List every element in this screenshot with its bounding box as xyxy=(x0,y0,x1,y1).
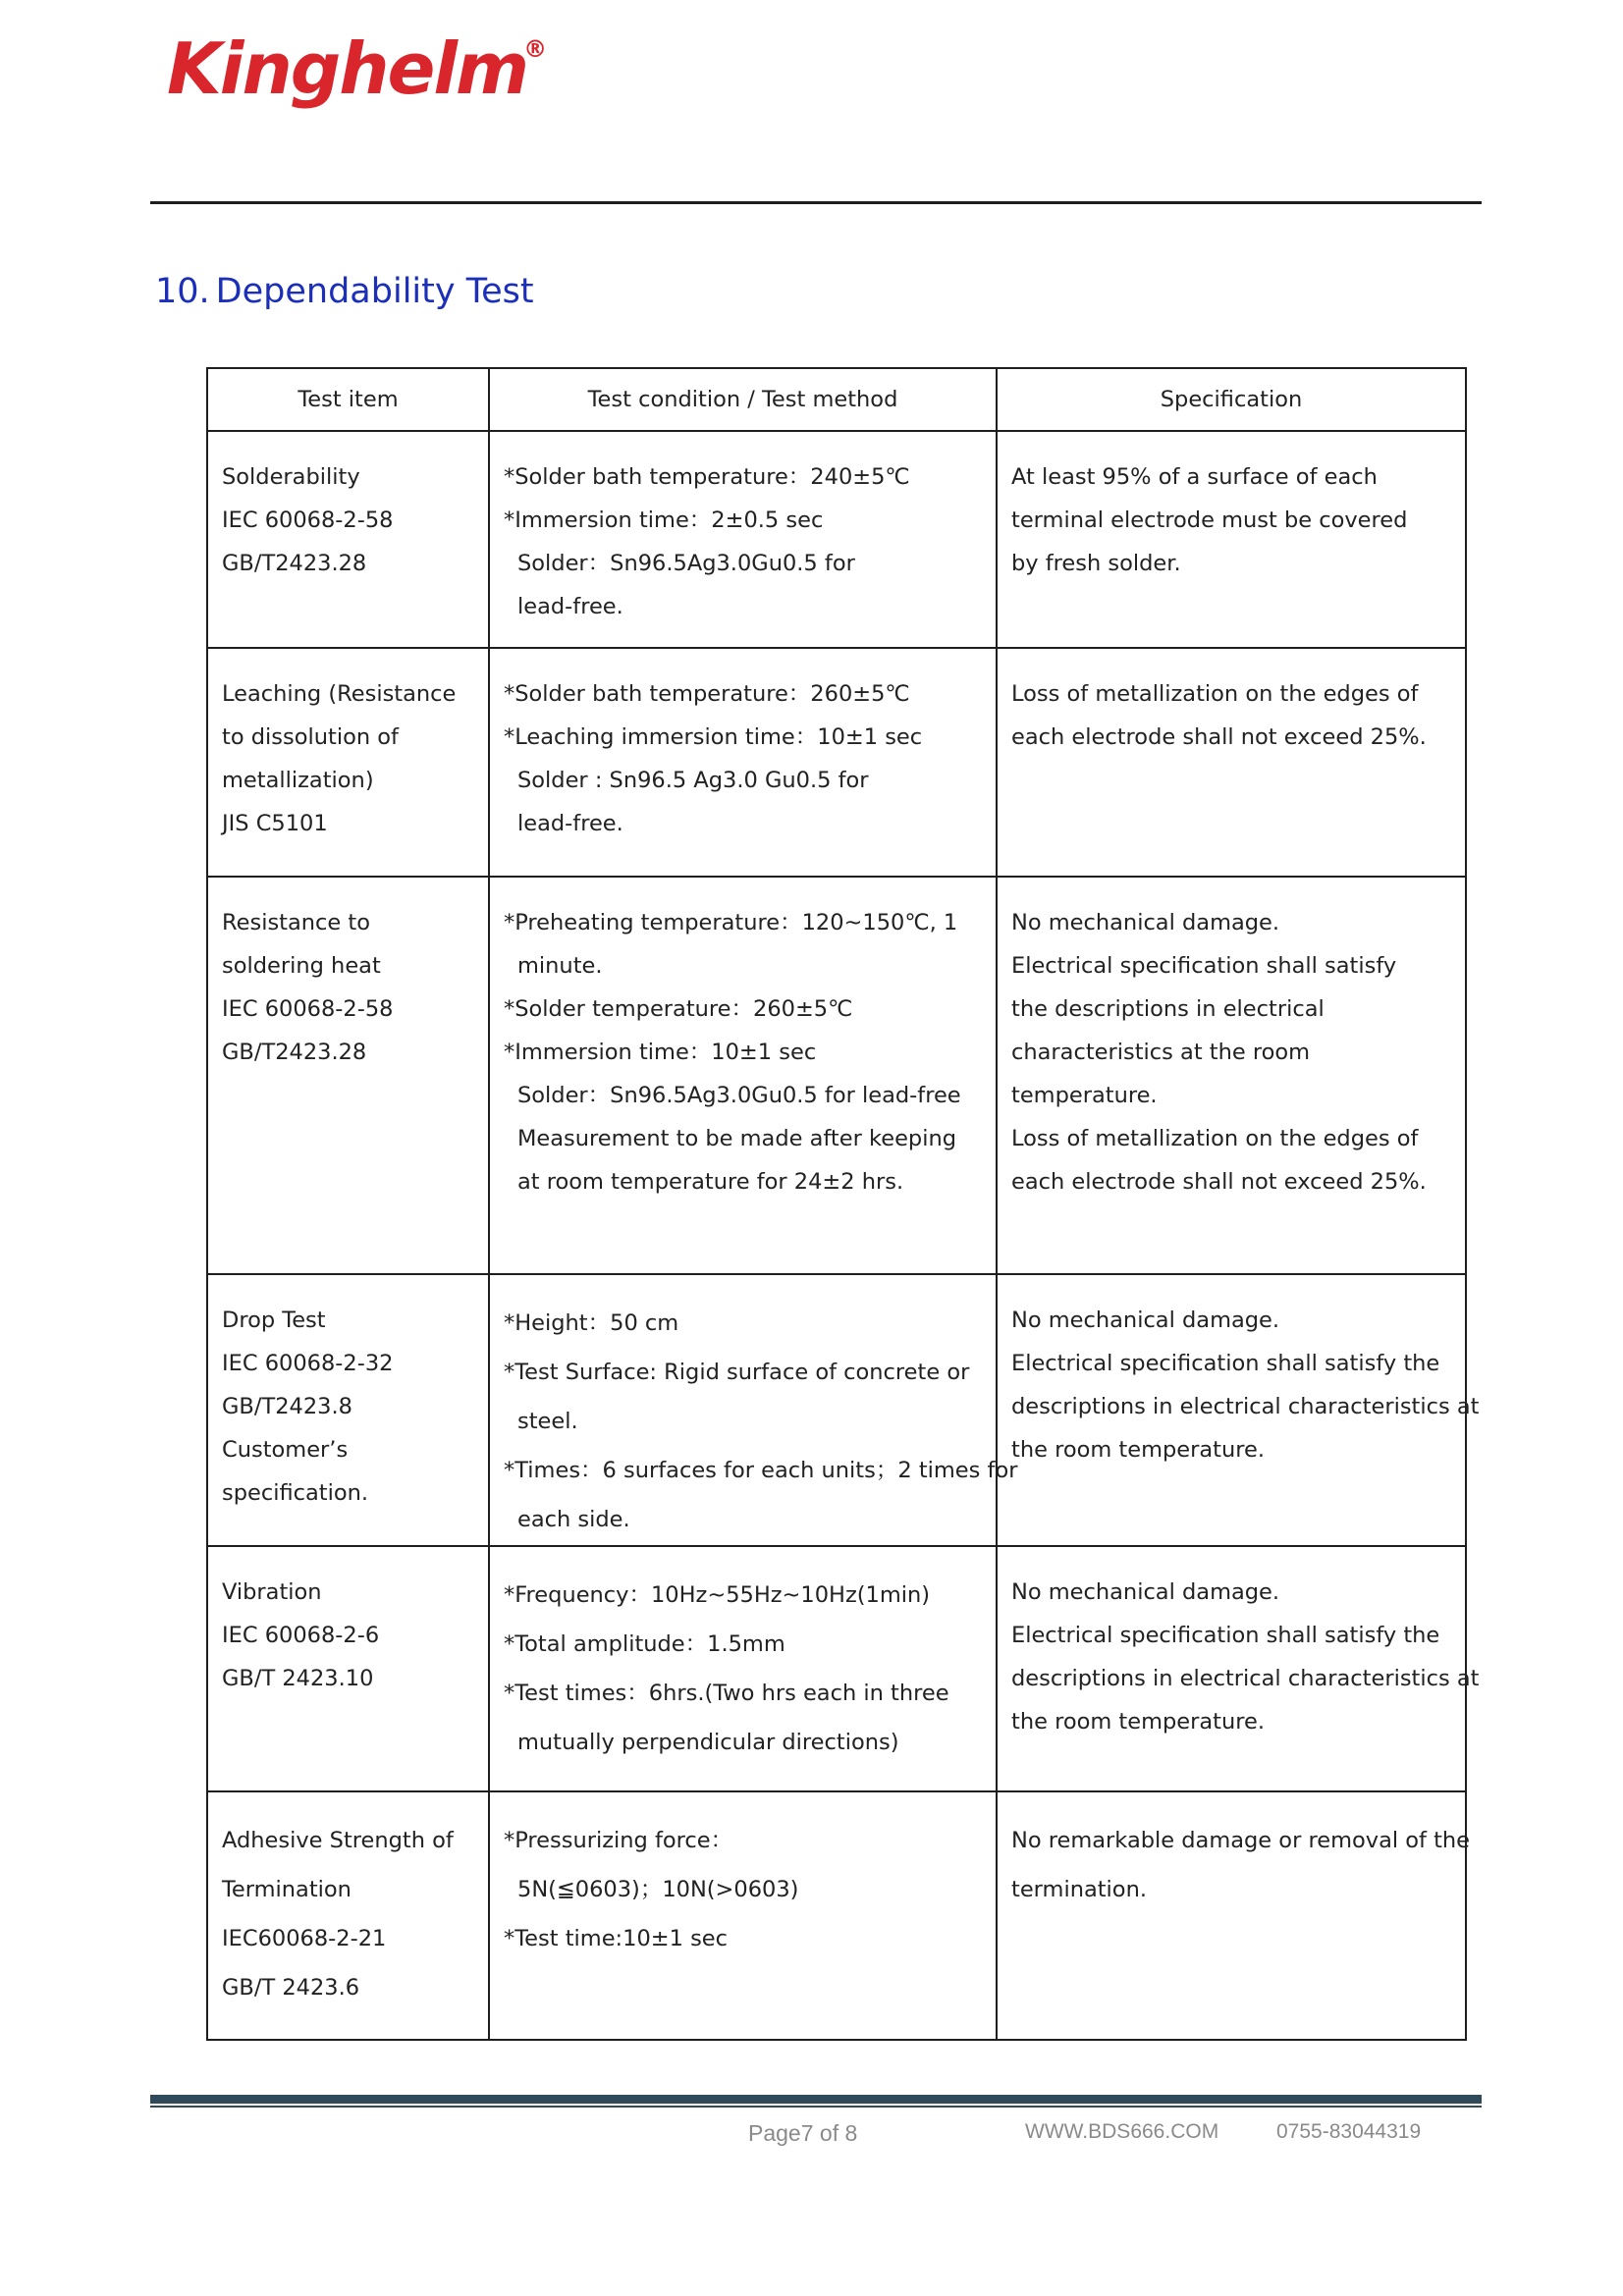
cell-line: to dissolution of xyxy=(222,724,399,750)
cell-line: Adhesive Strength of xyxy=(222,1828,454,1853)
cell-line: Electrical specification shall satisfy xyxy=(1011,953,1397,979)
cell-line: IEC 60068-2-58 xyxy=(222,507,394,533)
cell-line: Measurement to be made after keeping xyxy=(517,1126,956,1151)
cell-line: each side. xyxy=(517,1507,630,1532)
cell-line: Vibration xyxy=(222,1579,322,1605)
table-row xyxy=(207,1546,1466,1791)
cell-line: IEC 60068-2-32 xyxy=(222,1351,394,1376)
cell-line: minute. xyxy=(517,953,603,979)
section-title: Dependability Test xyxy=(215,272,534,311)
registered-mark: ® xyxy=(523,35,548,63)
cell-line: descriptions in electrical characteristics at xyxy=(1011,1666,1480,1691)
table-row xyxy=(207,1791,1466,2040)
header-test-condition: Test condition / Test method xyxy=(489,368,997,431)
cell-line: characteristics at the room xyxy=(1011,1040,1311,1065)
specification-cell xyxy=(997,1546,1480,1791)
cell-line: *Leaching immersion time：10±1 sec xyxy=(504,724,923,750)
cell-line: *Pressurizing force： xyxy=(504,1828,733,1853)
specification-cell xyxy=(997,1791,1471,2040)
cell-line: Resistance to xyxy=(222,910,370,935)
cell-line: lead-free. xyxy=(517,811,623,836)
cell-line: *Test time:10±1 sec xyxy=(504,1926,729,1951)
test-item-cell xyxy=(207,1546,489,1791)
cell-line: terminal electrode must be covered xyxy=(1011,507,1408,533)
cell-line: No remarkable damage or removal of the xyxy=(1011,1828,1471,1853)
cell-line: *Times：6 surfaces for each units；2 times for xyxy=(504,1458,1018,1483)
cell-line: GB/T 2423.6 xyxy=(222,1975,360,2001)
cell-line: IEC60068-2-21 xyxy=(222,1926,387,1951)
specification-cell xyxy=(997,1274,1480,1546)
footer-divider xyxy=(150,2095,1482,2106)
cell-line: No mechanical damage. xyxy=(1011,1308,1280,1333)
test-item-cell xyxy=(207,1274,489,1546)
cell-line: *Solder temperature：260±5℃ xyxy=(504,996,853,1022)
brand-logo xyxy=(167,27,548,110)
cell-line: the descriptions in electrical xyxy=(1011,996,1325,1022)
table-header-row xyxy=(207,368,1466,431)
cell-line: *Solder bath temperature：240±5℃ xyxy=(504,464,910,490)
test-item-cell xyxy=(207,877,489,1274)
cell-line: at room temperature for 24±2 hrs. xyxy=(517,1169,904,1195)
cell-line: *Immersion time：10±1 sec xyxy=(504,1040,817,1065)
test-condition-cell xyxy=(489,1791,997,2040)
page-number: Page7 of 8 xyxy=(748,2120,858,2146)
footer-phone: 0755-83044319 xyxy=(1276,2120,1422,2143)
cell-line: specification. xyxy=(222,1480,369,1506)
test-item-cell xyxy=(207,1791,489,2040)
specification-cell xyxy=(997,877,1466,1274)
cell-line: At least 95% of a surface of each xyxy=(1011,464,1378,490)
section-number: 10. xyxy=(155,272,210,311)
section-heading xyxy=(155,272,534,311)
cell-line: IEC 60068-2-6 xyxy=(222,1623,380,1648)
cell-line: each electrode shall not exceed 25%. xyxy=(1011,724,1427,750)
cell-line: descriptions in electrical characteristics at xyxy=(1011,1394,1480,1419)
cell-line: *Frequency：10Hz~55Hz~10Hz(1min) xyxy=(504,1582,931,1608)
test-condition-cell xyxy=(489,648,997,877)
table-row xyxy=(207,1274,1466,1546)
cell-line: GB/T 2423.10 xyxy=(222,1666,374,1691)
cell-line: Electrical specification shall satisfy the xyxy=(1011,1623,1440,1648)
cell-line: Leaching (Resistance xyxy=(222,681,457,707)
dependability-test-table xyxy=(206,367,1480,2041)
specification-cell xyxy=(997,648,1466,877)
cell-line: 5N(≦0603)；10N(>0603) xyxy=(517,1877,799,1902)
specification-cell xyxy=(997,431,1466,648)
test-item-cell xyxy=(207,431,489,648)
cell-line: JIS C5101 xyxy=(222,811,328,836)
cell-line: *Solder bath temperature：260±5℃ xyxy=(504,681,910,707)
cell-line: IEC 60068-2-58 xyxy=(222,996,394,1022)
cell-line: No mechanical damage. xyxy=(1011,1579,1280,1605)
cell-line: Termination xyxy=(222,1877,352,1902)
cell-line: mutually perpendicular directions) xyxy=(517,1730,899,1755)
cell-line: steel. xyxy=(517,1409,578,1434)
cell-line: Customer’s xyxy=(222,1437,349,1463)
footer-divider-thin xyxy=(150,2106,1482,2108)
cell-line: GB/T2423.28 xyxy=(222,1040,367,1065)
cell-line: *Immersion time：2±0.5 sec xyxy=(504,507,824,533)
cell-line: *Test times：6hrs.(Two hrs each in three xyxy=(504,1681,949,1706)
test-condition-cell xyxy=(489,1546,997,1791)
logo-text: Kinghelm xyxy=(167,27,528,110)
cell-line: by fresh solder. xyxy=(1011,551,1181,576)
cell-line: Solder : Sn96.5 Ag3.0 Gu0.5 for xyxy=(517,768,869,793)
header-specification: Specification xyxy=(997,368,1466,431)
table-row xyxy=(207,648,1466,877)
cell-line: Loss of metallization on the edges of xyxy=(1011,1126,1419,1151)
cell-line: Electrical specification shall satisfy the xyxy=(1011,1351,1440,1376)
cell-line: soldering heat xyxy=(222,953,381,979)
cell-line: Solder：Sn96.5Ag3.0Gu0.5 for xyxy=(517,551,855,576)
cell-line: *Test Surface: Rigid surface of concrete or xyxy=(504,1360,970,1385)
cell-line: lead-free. xyxy=(517,594,623,619)
cell-line: temperature. xyxy=(1011,1083,1158,1108)
cell-line: Drop Test xyxy=(222,1308,326,1333)
test-item-cell xyxy=(207,648,489,877)
cell-line: *Total amplitude：1.5mm xyxy=(504,1631,785,1657)
footer-website: WWW.BDS666.COM xyxy=(1025,2120,1219,2143)
cell-line: termination. xyxy=(1011,1877,1147,1902)
cell-line: the room temperature. xyxy=(1011,1709,1266,1735)
cell-line: the room temperature. xyxy=(1011,1437,1266,1463)
test-condition-cell xyxy=(489,1274,1018,1546)
cell-line: *Preheating temperature：120~150℃, 1 xyxy=(504,910,958,935)
cell-line: GB/T2423.28 xyxy=(222,551,367,576)
cell-line: metallization) xyxy=(222,768,374,793)
cell-line: No mechanical damage. xyxy=(1011,910,1280,935)
test-condition-cell xyxy=(489,877,997,1274)
cell-line: each electrode shall not exceed 25%. xyxy=(1011,1169,1427,1195)
test-condition-cell xyxy=(489,431,997,648)
header-divider xyxy=(150,201,1482,204)
header-test-item: Test item xyxy=(207,368,489,431)
cell-line: *Height：50 cm xyxy=(504,1310,679,1336)
cell-line: Solderability xyxy=(222,464,360,490)
cell-line: GB/T2423.8 xyxy=(222,1394,352,1419)
table-row xyxy=(207,431,1466,648)
cell-line: Loss of metallization on the edges of xyxy=(1011,681,1419,707)
table-row xyxy=(207,877,1466,1274)
cell-line: Solder：Sn96.5Ag3.0Gu0.5 for lead-free xyxy=(517,1083,961,1108)
